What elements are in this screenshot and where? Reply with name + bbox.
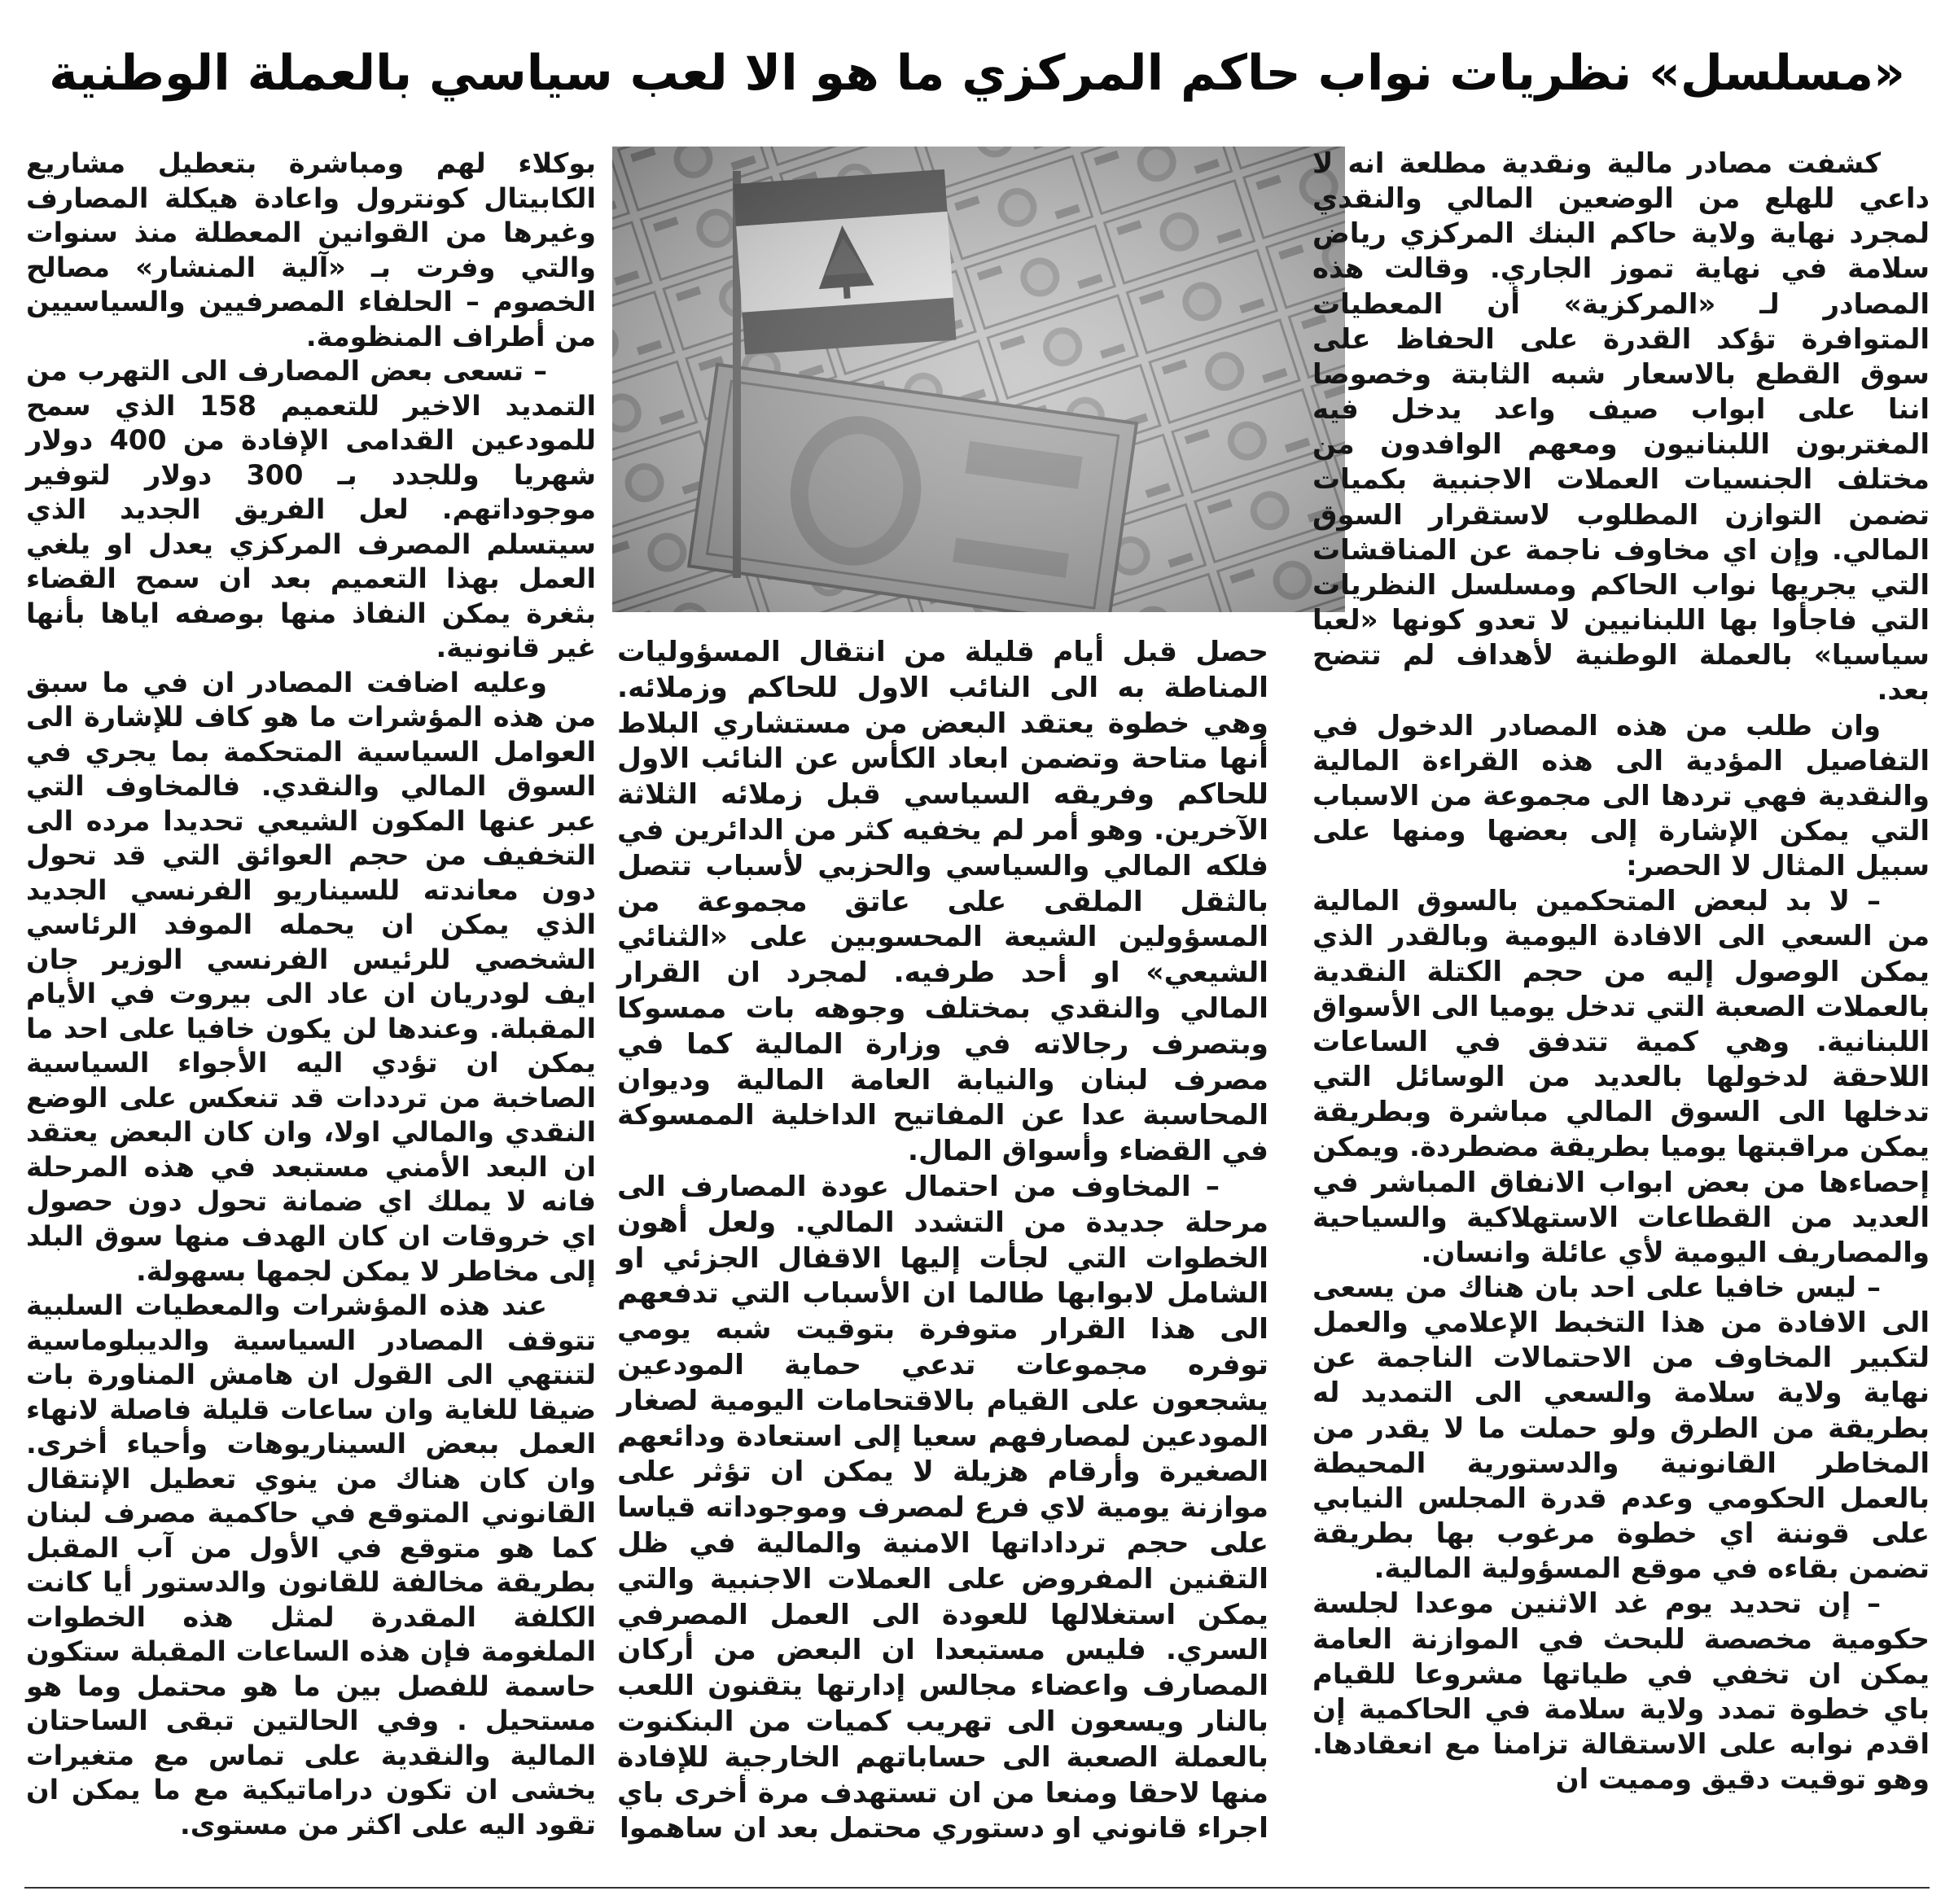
bottom-divider [24,1887,1930,1889]
article-photo [612,147,1345,612]
paragraph: وان طلب من هذه المصادر الدخول في التفاصيل المؤدية الى هذه القراءة المالية والنقدية فهي تردها الى مجموعة من الاسباب التي يمكن الإشارة إلى بعضها ومنها على سبيل المثال لا الحصر: [1312,709,1930,883]
article-column-right [1312,147,1930,1872]
article-headline: «مسلسل» نظريات نواب حاكم المركزي ما هو الا لعب سياسي بالعملة الوطنية [49,45,1905,102]
paragraph: – تسعى بعض المصارف الى التهرب من التمديد الاخير للتعميم 158 الذي سمح للمودعين القدامى الإفادة من 400 دولار شهريا وللجدد بـ 300 دولار لتوفير موجوداتهم. لعل الفريق الجديد الذي سيتسلم المصرف المركزي يعدل او يلغي العمل بهذا التعميم بعد ان سمح القضاء بثغرة يمكن النفاذ منها بوصفه اياها بأنها غير قانونية. [26,355,596,664]
paragraph: – المخاوف من احتمال عودة المصارف الى مرحلة جديدة من التشدد المالي. ولعل أهون الخطوات التي لجأت إليها الاقفال الجزئي او الشامل لابوابها طالما ان الأسباب التي تدفعهم الى هذا القرار متوفرة بتوقيت شبه يومي توفره مجموعات تدعي حماية المودعين يشجعون على القيام بالاقتحامات اليومية لصغار المودعين لمصارفهم سعيا إلى استعادة ودائعهم الصغيرة وأرقام هزيلة لا يمكن ان تؤثر على موازنة يومية لاي فرع لمصرف وموجوداته قياسا على حجم ترداداتها الامنية والمالية في ظل التقنين المفروض على العملات الاجنبية والتي يمكن استغلالها للعودة الى العمل المصرفي السري. فليس مستبعدا ان البعض من أركان المصارف واعضاء مجالس إدارتها يتقنون اللعب بالنار ويسعون الى تهريب كميات من البنكنوت بالعملة الصعبة الى حساباتهم الخارجية للإفادة منها لاحقا ومنعا من ان تستهدف مرة أخرى باي اجراء قانوني او دستوري محتمل بعد ان ساهموا [617,1170,1268,1845]
flag-and-banknotes-image [612,147,1345,612]
paragraph: بوكلاء لهم ومباشرة بتعطيل مشاريع الكابيتال كونترول واعادة هيكلة المصارف وغيرها من القوانين المعطلة منذ سنوات والتي وفرت بـ «آلية المنشار» مصالح الخصوم – الحلفاء المصرفيين والسياسيين من أطراف المنظومة. [26,147,596,352]
article-column-middle [617,635,1268,1880]
paragraph: – ليس خافيا على احد بان هناك من يسعى الى الافادة من هذا التخبط الإعلامي والعمل لتكبير المخاوف من الاحتمالات الناجمة عن نهاية ولاية سلامة والسعي الى التمديد له بطريقة من الطرق ولو حملت ما لا يقدر من المخاطر القانونية والدستورية المحيطة بالعمل الحكومي وعدم قدرة المجلس النيابي على قوننة اي خطوة مرغوب بها بطريقة تضمن بقاءه في موقع المسؤولية المالية. [1312,1272,1930,1586]
paragraph: عند هذه المؤشرات والمعطيات السلبية تتوقف المصادر السياسية والديبلوماسية لتنتهي الى القول ان هامش المناورة بات ضيقا للغاية وان ساعات قليلة فاصلة لانهاء العمل ببعض السيناريوهات وأحياء أخرى. وان كان هناك من ينوي تعطيل الإنتقال القانوني المتوقع في حاكمية مصرف لبنان كما هو متوقع في الأول من آب المقبل بطريقة مخالفة للقانون والدستور أيا كانت الكلفة المقدرة لمثل هذه الخطوات الملغومة فإن هذه الساعات المقبلة ستكون حاسمة للفصل بين ما هو محتمل وما هو مستحيل . وفي الحالتين تبقى الساحتان المالية والنقدية على تماس مع متغيرات يخشى ان تكون دراماتيكية مع ما يمكن ان تقود اليه على اكثر من مستوى. [26,1289,596,1841]
paragraph: وعليه اضافت المصادر ان في ما سبق من هذه المؤشرات ما هو كاف للإشارة الى العوامل السياسية المتحكمة بما يجري في السوق المالي والنقدي. فالمخاوف التي عبر عنها المكون الشيعي تحديدا مرده الى التخفيف من حجم العوائق التي قد تحول دون معاندته للسيناريو الفرنسي الجديد الذي يمكن ان يحمله الموفد الرئاسي الشخصي للرئيس الفرنسي الوزير جان ايف لودريان ان عاد الى بيروت في الأيام المقبلة. وعندها لن يكون خافيا على احد ما يمكن ان تؤدي اليه الأجواء السياسية الصاخبة من ترددات قد تنعكس على الوضع النقدي والمالي اولا، وان كان البعض يعتقد ان البعد الأمني مستبعد في هذه المرحلة فانه لا يملك اي ضمانة تحول دون حصول اي خروقات ان كان الهدف منها سوق البلد إلى مخاطر لا يمكن لجمها بسهولة. [26,666,596,1287]
paragraph: – لا بد لبعض المتحكمين بالسوق المالية من السعي الى الافادة اليومية وبالقدر الذي يمكن الوصول إليه من حجم الكتلة النقدية بالعملات الصعبة التي تدخل يوميا الى الأسواق اللبنانية. وهي كمية تتدفق في الساعات اللاحقة لدخولها بالعديد من الوسائل التي تدخلها الى السوق المالي مباشرة وبطريقة يمكن مراقبتها يوميا بطريقة مضطردة. ويمكن إحصاءها من بعض ابواب الانفاق المباشر في العديد من القطاعات الاستهلاكية والسياحية والمصاريف اليومية لأي عائلة وانسان. [1312,885,1930,1269]
paragraph: كشفت مصادر مالية ونقدية مطلعة انه لا داعي للهلع من الوضعين المالي والنقدي لمجرد نهاية ولاية حاكم البنك المركزي رياض سلامة في نهاية تموز الجاري. وقالت هذه المصادر لـ «المركزية» أن المعطيات المتوافرة تؤكد القدرة على الحفاظ على سوق القطع بالاسعار شبه الثابتة وخصوصا اننا على ابواب صيف واعد يدخل فيه المغتربون اللبنانيون ومعهم الوافدون من مختلف الجنسيات العملات الاجنبية بكميات تضمن التوازن المطلوب لاستقرار السوق المالي. وإن اي مخاوف ناجمة عن المناقشات التي يجريها نواب الحاكم ومسلسل النظريات التي فاجأوا بها اللبنانيين لا تعدو كونها «لعبا سياسيا» بالعملة الوطنية لأهداف لم تتضح بعد. [1312,147,1930,707]
paragraph: حصل قبل أيام قليلة من انتقال المسؤوليات المناطة به الى النائب الاول للحاكم وزملائه. وهي خطوة يعتقد البعض من مستشاري البلاط أنها متاحة وتضمن ابعاد الكأس عن النائب الاول للحاكم وفريقه السياسي قبل زملائه الثلاثة الآخرين. وهو أمر لم يخفيه كثر من الدائرين في فلكه المالي والسياسي والحزبي لأسباب تتصل بالثقل الملقى على عاتق مجموعة من المسؤولين الشيعة المحسوبين على «الثنائي الشيعي» او أحد طرفيه. لمجرد ان القرار المالي والنقدي بمختلف وجوهه بات ممسوكا وبتصرف رجالاته في وزارة المالية كما في مصرف لبنان والنيابة العامة المالية وديوان المحاسبة عدا عن المفاتيح الداخلية الممسوكة في القضاء وأسواق المال. [617,636,1268,1168]
paragraph: – إن تحديد يوم غد الاثنين موعدا لجلسة حكومية مخصصة للبحث في الموازنة العامة يمكن ان تخفي في طياتها مشروعا للقيام باي خطوة تمدد ولاية سلامة في الحاكمية إن اقدم نوابه على الاستقالة تزامنا مع انعقادها. وهو توقيت دقيق ومميت ان [1312,1587,1930,1797]
article-column-left [26,147,596,1872]
